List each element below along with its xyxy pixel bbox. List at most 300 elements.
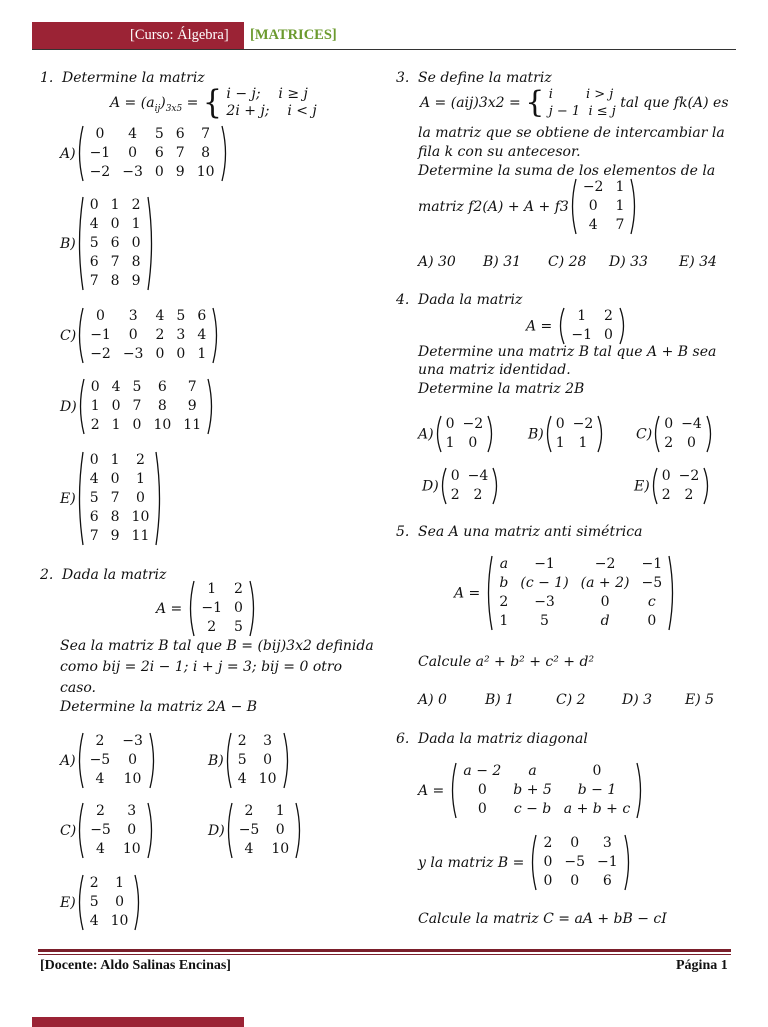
p3-title: Se define la matriz [418, 70, 552, 86]
matrix-cell: −1 [89, 145, 111, 161]
matrix-body [537, 834, 623, 891]
matrix-row [84, 144, 221, 163]
matrix-cell: 0 [647, 613, 657, 629]
matrix-row [493, 555, 668, 574]
matrix-cell: 1 [499, 613, 509, 629]
matrix-row [577, 216, 631, 235]
matrix-cell: 2 [237, 733, 247, 749]
p4-option-a[interactable]: A) 0 −2 1 0 [418, 415, 495, 453]
matrix-cell: 0 [477, 782, 487, 798]
matrix-cell: 1 [555, 435, 565, 451]
matrix-cell: 1 [115, 875, 124, 891]
matrix-cell: 5 [154, 126, 164, 142]
matrix-cell: 1 [111, 417, 121, 433]
p5-number: 5. [396, 524, 410, 540]
matrix-row [537, 853, 623, 872]
matrix-cell: c [647, 594, 656, 610]
p3-text1: la matriz que se obtiene de intercambiar la [418, 125, 725, 141]
left-paren [485, 555, 493, 631]
matrix-cell: 9 [131, 273, 141, 289]
matrix-row [658, 486, 704, 505]
p5-option-a[interactable]: A) 0 [418, 692, 447, 708]
left-paren [439, 467, 447, 505]
matrix-row [85, 397, 207, 416]
left-paren [77, 378, 85, 435]
matrix [434, 415, 496, 453]
matrix-row [442, 415, 488, 434]
p1-number: 1. [40, 70, 54, 86]
p5-option-b[interactable]: B) 1 [485, 692, 515, 708]
matrix-body [84, 874, 135, 931]
p1-definition: $A = (a_{ij})_{3x5}$ = { i − j; i ≥ j 2i + j; i < j [110, 83, 317, 122]
p3-option-a[interactable]: A) 30 [418, 254, 456, 270]
matrix-cell: 2 [135, 452, 145, 468]
p2-option-d[interactable]: D) 2 1 −5 0 4 10 [208, 802, 303, 859]
matrix-row [84, 125, 221, 144]
matrix-cell: 5 [540, 613, 549, 629]
p4-matrix-a: A = 1 2 −1 0 [526, 307, 627, 345]
matrix-cell: b + 5 [513, 782, 552, 798]
matrix-cell: 4 [244, 841, 254, 857]
p3-option-b[interactable]: B) 31 [483, 254, 522, 270]
p1-case2: 2i + j; [226, 103, 270, 119]
matrix-cell: −3 [122, 733, 143, 749]
p3-number: 3. [396, 70, 410, 86]
matrix-cell: 5 [89, 894, 99, 910]
matrix [76, 732, 157, 789]
matrix-row [84, 234, 147, 253]
matrix-cell: 4 [128, 126, 137, 142]
p5-option-e[interactable]: E) 5 [685, 692, 715, 708]
matrix-cell: 1 [110, 452, 120, 468]
matrix-cell: 1 [110, 197, 120, 213]
footer-rule-thin [38, 954, 731, 955]
matrix [76, 802, 154, 859]
matrix-cell: 7 [201, 126, 211, 142]
footer-page-number: Página 1 [676, 958, 728, 973]
matrix-cell: d [600, 613, 610, 629]
matrix [76, 196, 155, 291]
matrix-cell: 1 [577, 308, 587, 324]
matrix-cell: 4 [89, 913, 99, 929]
left-paren [449, 762, 457, 819]
matrix-row [577, 178, 631, 197]
p2-option-c[interactable]: C) 2 3 −5 0 4 10 [60, 802, 155, 859]
p2-title: Dada la matriz [62, 567, 167, 583]
right-paren [636, 762, 644, 819]
matrix-row [84, 253, 147, 272]
matrix-row [84, 508, 156, 527]
matrix-cell: −4 [681, 416, 702, 432]
matrix-cell: 3 [127, 803, 137, 819]
matrix-cell: 8 [110, 509, 120, 525]
matrix [569, 178, 639, 235]
matrix-cell: 10 [153, 417, 172, 433]
matrix-cell: 0 [588, 198, 598, 214]
matrix-cell: 6 [89, 509, 99, 525]
right-paren [221, 125, 229, 182]
right-paren [630, 178, 638, 235]
right-paren [492, 467, 500, 505]
matrix-cell: 0 [600, 594, 610, 610]
left-paren [224, 732, 232, 789]
matrix-body [84, 451, 156, 546]
matrix-row [84, 196, 147, 215]
header-rule [32, 49, 736, 50]
matrix-cell: 0 [468, 435, 478, 451]
matrix-cell: 1 [578, 435, 588, 451]
matrix-cell: 2 [244, 803, 254, 819]
matrix-cell: 1 [445, 435, 455, 451]
p3-option-e[interactable]: E) 34 [679, 254, 717, 270]
p1-option-d[interactable]: D) 0 4 5 6 7 1 0 7 8 9 2 1 0 10 11 [60, 378, 215, 435]
matrix-body [565, 307, 619, 345]
p3-text2: fila k con su antecesor. [418, 144, 581, 160]
p6-number: 6. [396, 731, 410, 747]
matrix [652, 415, 714, 453]
right-paren [134, 874, 142, 931]
matrix-body [84, 196, 147, 291]
matrix-cell: 0 [115, 894, 124, 910]
matrix-body [195, 580, 249, 637]
matrix-cell: 0 [111, 398, 121, 414]
matrix-cell: 4 [155, 308, 165, 324]
right-paren [207, 378, 215, 435]
matrix-cell: b − 1 [577, 782, 617, 798]
matrix [76, 451, 164, 546]
matrix-row [232, 751, 283, 770]
matrix-cell: 5 [89, 490, 99, 506]
right-paren [149, 732, 157, 789]
matrix-cell: 10 [258, 771, 277, 787]
matrix-row [84, 272, 147, 291]
matrix [187, 580, 257, 637]
matrix [529, 834, 631, 891]
matrix-cell: 10 [110, 913, 129, 929]
matrix-cell: 1 [197, 346, 207, 362]
matrix-body [84, 802, 146, 859]
matrix-row [537, 872, 623, 891]
p6-title: Dada la matriz diagonal [418, 731, 588, 747]
p2-text2: como bij = 2i − 1; i + j = 3; bij = 0 otro [60, 659, 343, 675]
matrix-cell: 7 [132, 398, 142, 414]
matrix-row [195, 580, 249, 599]
p1-title: Determine la matriz [62, 70, 205, 86]
matrix-cell: 11 [131, 528, 150, 544]
matrix [76, 874, 143, 931]
matrix-row [577, 197, 631, 216]
matrix-cell: 0 [131, 235, 141, 251]
matrix-row [537, 834, 623, 853]
p3-option-d[interactable]: D) 33 [609, 254, 648, 270]
matrix-row [84, 751, 149, 770]
left-paren [529, 834, 537, 891]
p3-expression: matriz f2(A) + A + f3 −2 1 0 1 4 7 [418, 178, 638, 235]
matrix-cell: 10 [131, 509, 150, 525]
left-paren [76, 802, 84, 859]
matrix-row [457, 781, 636, 800]
p2-option-a[interactable]: A) 2 −3 −5 0 4 10 [60, 732, 157, 789]
matrix-body [552, 415, 598, 453]
matrix [544, 415, 606, 453]
matrix-cell: 2 [684, 487, 694, 503]
matrix-cell: −2 [582, 179, 604, 195]
matrix-row [233, 821, 295, 840]
matrix-row [195, 618, 249, 637]
matrix-cell: −1 [597, 854, 618, 870]
left-paren [76, 125, 84, 182]
matrix-cell: 0 [128, 752, 137, 768]
matrix-cell: −2 [594, 556, 616, 572]
p1-case1: i − j; [226, 86, 261, 102]
right-paren [295, 802, 303, 859]
p5-calc: Calcule a² + b² + c² + d² [418, 654, 595, 670]
matrix-cell: 2 [604, 308, 613, 324]
p4-option-b[interactable]: B) 0 −2 1 1 [528, 415, 605, 453]
p4-number: 4. [396, 292, 410, 308]
p1-option-c[interactable]: C) 0 3 4 5 6 −1 0 2 3 4 −2 −3 0 0 1 [60, 307, 220, 364]
matrix-cell: −1 [90, 327, 111, 343]
matrix-row [442, 434, 488, 453]
p4-option-c[interactable]: C) 0 −4 2 0 [636, 415, 714, 453]
matrix-cell: a [499, 556, 509, 572]
matrix-cell: 6 [154, 145, 164, 161]
matrix-cell: 2 [90, 417, 100, 433]
left-paren [76, 451, 84, 546]
matrix-cell: 2 [96, 803, 105, 819]
matrix-cell: 7 [175, 145, 185, 161]
matrix-cell: a − 2 [463, 763, 502, 779]
matrix-row [84, 307, 212, 326]
matrix-cell: 2 [234, 581, 243, 597]
topic-title: [MATRICES] [250, 27, 337, 43]
right-paren [147, 196, 155, 291]
matrix-cell: 0 [664, 416, 674, 432]
matrix-cell: 3 [128, 308, 138, 324]
matrix-cell: −1 [571, 327, 593, 343]
matrix-cell: 2 [473, 487, 483, 503]
matrix-row [552, 415, 598, 434]
matrix-cell: 2 [131, 197, 141, 213]
matrix-row [84, 470, 156, 489]
matrix [485, 555, 676, 631]
p1-option-a[interactable]: A) 0 4 5 6 7 −1 0 6 7 8 −2 −3 0 9 10 [60, 125, 229, 182]
matrix-cell: 0 [90, 379, 100, 395]
right-paren [249, 580, 257, 637]
matrix-cell: 0 [89, 452, 99, 468]
p4-option-e[interactable]: E) 0 −2 2 2 [634, 467, 711, 505]
matrix-cell: −3 [534, 594, 555, 610]
matrix-row [84, 821, 146, 840]
matrix-cell: 1 [90, 398, 100, 414]
matrix-cell: 0 [661, 468, 671, 484]
p2-text3: caso. [60, 680, 97, 696]
matrix [76, 125, 229, 182]
matrix-body [85, 378, 207, 435]
matrix-cell: b [499, 575, 509, 591]
matrix-cell: 0 [477, 801, 487, 817]
matrix-cell: 7 [110, 254, 120, 270]
matrix-cell: 7 [89, 273, 99, 289]
next-page-header-bar [32, 1017, 244, 1027]
p2-text1: Sea la matriz B tal que B = (bij)3x2 definida [60, 638, 374, 654]
matrix-row [493, 574, 668, 593]
p2-matrix-a: A = 1 2 −1 0 2 5 [156, 580, 257, 637]
matrix-cell: 0 [110, 471, 120, 487]
matrix-cell: 6 [89, 254, 99, 270]
left-paren [544, 415, 552, 453]
matrix-cell: 6 [175, 126, 185, 142]
p2-option-b[interactable]: B) 2 3 5 0 4 10 [208, 732, 291, 789]
left-paren [569, 178, 577, 235]
matrix-cell: −2 [90, 346, 111, 362]
matrix-cell: 3 [263, 733, 273, 749]
matrix-cell: 1 [615, 179, 625, 195]
matrix-cell: 4 [89, 471, 99, 487]
matrix-cell: 5 [89, 235, 99, 251]
matrix-row [232, 770, 283, 789]
p1-option-b[interactable]: B) 0 1 2 4 0 1 5 6 0 6 7 8 7 8 9 [60, 196, 155, 291]
matrix-cell: 3 [602, 835, 612, 851]
p3-text3: Determine la suma de los elementos de la [418, 163, 716, 179]
matrix-row [233, 840, 295, 859]
matrix [557, 307, 627, 345]
matrix-cell: 8 [201, 145, 211, 161]
matrix-row [85, 378, 207, 397]
right-paren [706, 415, 714, 453]
matrix-cell: 0 [132, 417, 142, 433]
matrix-cell: 0 [445, 416, 455, 432]
matrix-cell: 8 [157, 398, 167, 414]
matrix-cell: 0 [96, 308, 105, 324]
matrix-cell: −5 [90, 822, 111, 838]
matrix-cell: 7 [89, 528, 99, 544]
matrix-cell: 2 [661, 487, 671, 503]
matrix-cell: −2 [462, 416, 484, 432]
p6-calc: Calcule la matriz C = aA + bB − cI [418, 911, 667, 927]
matrix-cell: −5 [89, 752, 111, 768]
matrix-cell: 0 [592, 763, 602, 779]
matrix-cell: 5 [176, 308, 186, 324]
matrix-cell: 9 [175, 164, 185, 180]
matrix-row [565, 307, 619, 326]
matrix-body [442, 415, 488, 453]
p2-number: 2. [40, 567, 54, 583]
matrix [225, 802, 303, 859]
matrix-cell: 5 [237, 752, 247, 768]
matrix-cell: 0 [275, 822, 285, 838]
matrix-cell: 1 [135, 471, 145, 487]
matrix-cell: 4 [197, 327, 207, 343]
matrix-body [447, 467, 493, 505]
matrix-cell: 4 [111, 379, 121, 395]
matrix-cell: (c − 1) [520, 575, 569, 591]
matrix-cell: 1 [615, 198, 625, 214]
matrix-cell: 0 [543, 873, 553, 889]
matrix-row [84, 345, 212, 364]
right-paren [703, 467, 711, 505]
matrix-row [660, 415, 706, 434]
right-paren [624, 834, 632, 891]
matrix-cell: 6 [602, 873, 612, 889]
matrix [650, 467, 712, 505]
matrix-cell: 4 [89, 216, 99, 232]
footer-rule-thick [38, 949, 731, 952]
matrix-body [84, 307, 212, 364]
matrix-cell: 11 [183, 417, 202, 433]
p1-option-e[interactable]: E) 0 1 2 4 0 1 5 7 0 6 8 10 7 9 11 [60, 451, 163, 546]
matrix-cell: 4 [237, 771, 247, 787]
matrix-cell: 0 [686, 435, 696, 451]
matrix-cell: 6 [197, 308, 207, 324]
p4-text1: Determine una matriz B tal que A + B sea [418, 344, 717, 360]
right-paren [619, 307, 627, 345]
matrix-cell: 9 [110, 528, 120, 544]
matrix-row [660, 434, 706, 453]
matrix-cell: 0 [135, 490, 145, 506]
matrix-row [195, 599, 249, 618]
p3-option-c[interactable]: C) 28 [548, 254, 587, 270]
p2-option-e[interactable]: E) 2 1 5 0 4 10 [60, 874, 142, 931]
matrix-body [577, 178, 631, 235]
matrix-cell: 1 [275, 803, 285, 819]
p5-option-c[interactable]: C) 2 [556, 692, 586, 708]
p4-text3: Determine la matriz 2B [418, 381, 585, 397]
matrix-cell: 0 [570, 873, 580, 889]
matrix-body [457, 762, 636, 819]
matrix-cell: 0 [543, 854, 553, 870]
matrix-row [84, 912, 135, 931]
matrix-cell: −2 [572, 416, 594, 432]
matrix-row [493, 593, 668, 612]
matrix-cell: 7 [615, 217, 625, 233]
matrix-body [84, 732, 149, 789]
matrix-row [457, 800, 636, 819]
left-paren [187, 580, 195, 637]
matrix-cell: 0 [89, 197, 99, 213]
matrix-cell: 10 [122, 841, 141, 857]
matrix-cell: 0 [570, 835, 580, 851]
matrix-row [84, 840, 146, 859]
right-paren [155, 451, 163, 546]
p6-matrix-a: A = a − 2 a 0 0 b + 5 b − 1 0 c − b a + b + c [418, 762, 644, 819]
matrix-cell: −1 [534, 556, 555, 572]
matrix-row [233, 802, 295, 821]
p5-matrix-a: A = a −1 −2 −1 b (c − 1) (a + 2) −5 2 −3 0 c 1 5 d 0 [454, 555, 676, 631]
matrix-cell: 2 [95, 733, 105, 749]
matrix-body [493, 555, 668, 631]
matrix-row [552, 434, 598, 453]
matrix-cell: 8 [110, 273, 120, 289]
matrix-cell: 4 [96, 841, 105, 857]
p1-cond1: i ≥ j [278, 86, 308, 102]
p5-option-d[interactable]: D) 3 [622, 692, 653, 708]
matrix-cell: 0 [110, 216, 120, 232]
p4-option-d[interactable]: D) 0 −4 2 2 [422, 467, 500, 505]
footer-teacher: [Docente: Aldo Salinas Encinas] [40, 958, 231, 973]
matrix-cell: 2 [450, 487, 460, 503]
right-paren [668, 555, 676, 631]
matrix-cell: 0 [450, 468, 460, 484]
left-paren [557, 307, 565, 345]
matrix-cell: 0 [154, 164, 164, 180]
matrix-cell: 7 [187, 379, 197, 395]
matrix-cell: 3 [176, 327, 186, 343]
matrix-cell: 0 [604, 327, 613, 343]
matrix-body [232, 732, 283, 789]
matrix-body [233, 802, 295, 859]
matrix-cell: 4 [95, 771, 105, 787]
